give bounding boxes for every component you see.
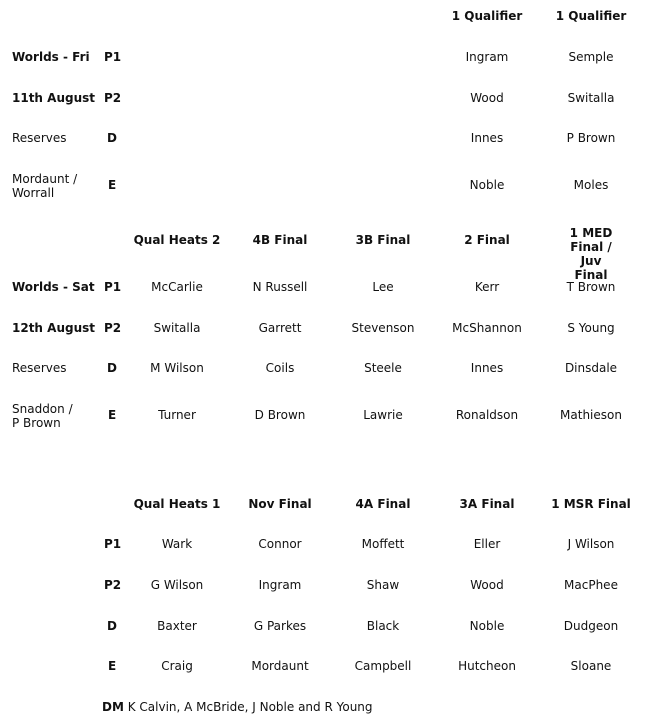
dm-label: DM xyxy=(102,700,124,714)
third-cell: Moffett xyxy=(361,537,405,551)
third-header: 4A Final xyxy=(355,497,411,511)
third-cell: Mordaunt xyxy=(251,659,309,673)
fri-header-2: 1 Qualifier xyxy=(555,9,627,23)
sat-row-label: 12th August xyxy=(12,321,95,335)
third-cell: Wark xyxy=(161,537,193,551)
fri-row-label: Reserves xyxy=(12,131,67,145)
sat-cell: Lee xyxy=(372,280,394,294)
fri-row-label: 11th August xyxy=(12,91,95,105)
sat-row-label: Worlds - Sat xyxy=(12,280,95,294)
fri-row-pos: E xyxy=(108,178,117,192)
sat-row-pos: P2 xyxy=(104,321,122,335)
fri-row-pos: P2 xyxy=(104,91,122,105)
third-cell: Dudgeon xyxy=(563,619,619,633)
fri-cell: Switalla xyxy=(567,91,615,105)
third-cell: Baxter xyxy=(157,619,197,633)
third-header: 3A Final xyxy=(459,497,515,511)
sat-cell: Kerr xyxy=(474,280,500,294)
fri-cell: Innes xyxy=(470,131,504,145)
sat-row-pos: E xyxy=(108,408,117,422)
third-cell: Craig xyxy=(161,659,193,673)
sat-cell: Coils xyxy=(265,361,295,375)
sat-cell: Dinsdale xyxy=(564,361,618,375)
third-cell: MacPhee xyxy=(564,578,618,592)
sat-cell: McShannon xyxy=(452,321,522,335)
sat-cell: Stevenson xyxy=(351,321,415,335)
fri-cell: Noble xyxy=(469,178,505,192)
third-cell: G Wilson xyxy=(150,578,204,592)
sat-row-pos: P1 xyxy=(104,280,122,294)
sat-cell: Steele xyxy=(364,361,402,375)
fri-cell: P Brown xyxy=(566,131,616,145)
third-cell: Black xyxy=(366,619,400,633)
sat-cell: Lawrie xyxy=(363,408,403,422)
sat-cell: Mathieson xyxy=(560,408,622,422)
third-cell: Connor xyxy=(258,537,302,551)
sat-cell: Garrett xyxy=(258,321,302,335)
sat-header: 3B Final xyxy=(355,233,411,247)
sat-header: 4B Final xyxy=(252,233,308,247)
third-cell: Eller xyxy=(473,537,501,551)
fri-header-1: 1 Qualifier xyxy=(451,9,523,23)
fri-row-label: Worlds - Fri xyxy=(12,50,90,64)
sat-header: 2 Final xyxy=(464,233,510,247)
dm-names: K Calvin, A McBride, J Noble and R Young xyxy=(127,700,373,714)
sat-row-label: Reserves xyxy=(12,361,67,375)
third-cell: Sloane xyxy=(570,659,612,673)
third-cell: Wood xyxy=(470,578,504,592)
sat-row-pos: D xyxy=(107,361,117,375)
third-row-pos: P2 xyxy=(104,578,122,592)
sat-cell: Innes xyxy=(470,361,504,375)
third-row-pos: E xyxy=(108,659,117,673)
third-cell: Hutcheon xyxy=(458,659,516,673)
fri-cell: Moles xyxy=(573,178,609,192)
sat-row-label: Snaddon / P Brown xyxy=(12,402,73,430)
sat-cell: D Brown xyxy=(254,408,306,422)
third-header: Qual Heats 1 xyxy=(133,497,221,511)
third-cell: Noble xyxy=(469,619,505,633)
third-cell: Campbell xyxy=(354,659,412,673)
sat-cell: McCarlie xyxy=(151,280,203,294)
sat-cell: Ronaldson xyxy=(455,408,519,422)
sat-cell: N Russell xyxy=(252,280,308,294)
fri-row-pos: P1 xyxy=(104,50,122,64)
third-cell: Shaw xyxy=(366,578,400,592)
dm-line xyxy=(102,700,373,714)
third-header: 1 MSR Final xyxy=(551,497,631,511)
fri-row-pos: D xyxy=(107,131,117,145)
sat-header: Qual Heats 2 xyxy=(133,233,221,247)
fri-row-label: Mordaunt / Worrall xyxy=(12,172,78,200)
third-header: Nov Final xyxy=(248,497,312,511)
sat-header: 1 MED Final / Juv Final xyxy=(569,226,613,282)
fri-cell: Wood xyxy=(470,91,504,105)
sat-cell: S Young xyxy=(567,321,615,335)
third-row-pos: P1 xyxy=(104,537,122,551)
third-cell: G Parkes xyxy=(253,619,307,633)
third-cell: Ingram xyxy=(258,578,302,592)
third-cell: J Wilson xyxy=(567,537,615,551)
third-row-pos: D xyxy=(107,619,117,633)
sat-cell: M Wilson xyxy=(150,361,204,375)
sat-cell: Turner xyxy=(158,408,196,422)
fri-cell: Semple xyxy=(568,50,614,64)
sat-cell: T Brown xyxy=(566,280,616,294)
sat-cell: Switalla xyxy=(153,321,201,335)
fri-cell: Ingram xyxy=(465,50,509,64)
